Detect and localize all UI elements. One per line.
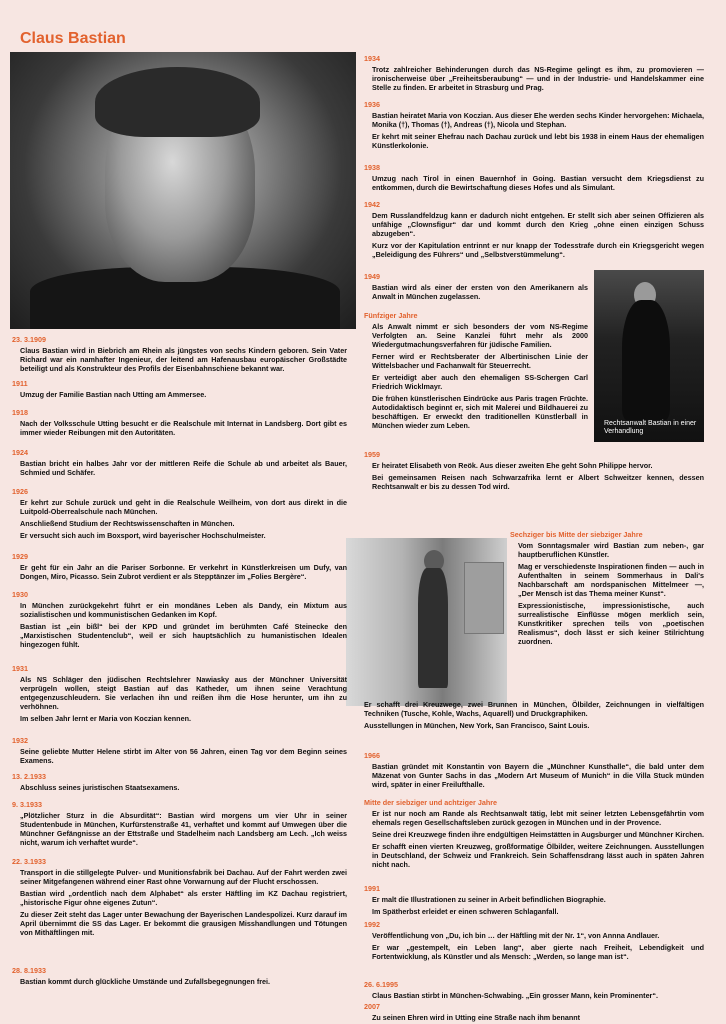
timeline-entry-continued: Er schafft drei Kreuzwege, zwei Brunnen in München, Ölbilder, Zeichnungen in vielfältigen Techniken (Tusche, Kohle, Wachs, Aquarell) und Druckgraphiken. Ausstellungen in München, New York, San Francisco, Saint Louis. [364, 700, 704, 730]
timeline-entry: 1918 Nach der Volksschule Utting besucht er die Realschule mit Internat in Landsberg. Dort gibt es immer wieder Reibungen mit den Autoritäten. [12, 408, 347, 437]
timeline-entry: 1924 Bastian bricht ein halbes Jahr vor der mittleren Reife die Schule ab und arbeitet als Bauer, Schmied und Schäfer. [12, 448, 347, 477]
timeline-entry: 1932 Seine geliebte Mutter Helene stirbt im Alter von 56 Jahren, einen Tag vor dem Beginn seines Examens. [12, 736, 347, 765]
timeline-entry: 22. 3.1933 Transport in die stillgelegte Pulver- und Munitionsfabrik bei Dachau. Auf der Fahrt werden zwei seiner Mitgefangenen während einer Rast ohne Vorwarnung auf der Flucht erschossen. Bastian wird „ordentlich nach dem Alphabet“ als erster Häftling im KZ Dachau registriert, „historische Figur ohne eigenes Zutun“. Zu dieser Zeit steht das Lager unter Bewachung der Bayerischen Landespolizei. Kurz darauf im April übernimmt die SS das Lager. Er bekommt die grausigen Misshandlungen und Tötungen von Mithäftlingen mit. [12, 857, 347, 937]
lawyer-photo [594, 270, 704, 442]
timeline-entry: 1966 Bastian gründet mit Konstantin von Bayern die „Münchner Kunsthalle“, die bald unter dem Mäzenat von Gunter Sachs in das „Modern Art Museum of Munich“ in die Villa Stuck münden wird, später in einer Freilufthalle. [364, 751, 704, 789]
timeline-entry: 1931 Als NS Schläger den jüdischen Rechtslehrer Nawiasky aus der Münchner Universität verprügeln wollen, steigt Bastian auf das Katheder, um ihnen seine Verachtung entgegenzuschleudern. Sie verlachen ihn und reißen ihm die Hose herunter, um ihn zu verhöhnen. Im selben Jahr lernt er Maria von Koczian kennen. [12, 664, 347, 723]
page-title: Claus Bastian [20, 30, 126, 47]
timeline-entry: 1936 Bastian heiratet Maria von Koczian. Aus dieser Ehe werden sechs Kinder hervorgehen: Michaela, Monika (†), Thomas (†), Andreas (†), Nicola und Stephan. Er kehrt mit seiner Ehefrau nach Dachau zurück und lebt bis 1938 in einem Haus der ehemaligen Künstlerkolonie. [364, 100, 704, 150]
timeline-entry: 1934 Trotz zahlreicher Behinderungen durch das NS-Regime gelingt es ihm, zu promovieren — ironischerweise über „Freiheitsberaubung“ — und in der Industrie- und Handelskammer eine Stelle zu finden. Er arbeitet in Strasburg und Prag. [364, 54, 704, 92]
timeline-entry: 1930 In München zurückgekehrt führt er ein mondänes Leben als Dandy, ein Mixtum aus sozialistischen und kommunistischen Gedanken im Kopf. Bastian ist „ein bißl“ bei der KPD und gründet im berühmten Café Steinecke den „Marxistischen Studentenclub“, weil er sich hauptsächlich zu humanistischen Idealen hingezogen fühlt. [12, 590, 347, 649]
timeline-entry: 1938 Umzug nach Tirol in einen Bauernhof in Going. Bastian versucht dem Kriegsdienst zu entkommen, durch die Bewirtschaftung dieses Hofes und als Simulant. [364, 163, 704, 192]
timeline-entry: 26. 6.1995 Claus Bastian stirbt in München-Schwabing. „Ein grosser Mann, kein Prominenter“. [364, 980, 658, 1000]
timeline-entry: Mitte der siebziger und achtziger Jahre Er ist nur noch am Rande als Rechtsanwalt tätig, lebt mit seiner letzten Lebensgefährtin vom ehemals regen Gesellschaftsleben zurück gezogen in München und in der Provence. Seine drei Kreuzwege finden ihre endgültigen Heimstätten in Augsburger und Münchner Kirchen. Er schafft einen vierten Kreuzweg, großformatige Ölbilder, weitere Zeichnungen. Ausstellungen in Deutschland, der Schweiz und Frankreich. Sein Schaffensdrang lässt auch in späten Jahren nicht nach. [364, 798, 704, 869]
timeline-entry: 1911 Umzug der Familie Bastian nach Utting am Ammersee. [12, 379, 207, 399]
portrait-photo [10, 52, 356, 329]
timeline-entry: Sechziger bis Mitte der siebziger Jahre Vom Sonntagsmaler wird Bastian zum neben-, gar hauptberuflichen Künstler. Mag er verschiedenste Inspirationen finden — auch in Aufenthalten in seinem Sommerhaus in Dali's Nachbarschaft am nordspanischen Mittelmeer —, „Der Mensch ist das Thema meiner Kunst“. Expressionistische, impressionistische, auch surrealistische Einflüsse mögen merklich sein, Kunstkritiker sprechen teils von „poetischen Realismus“, doch lässt er sich keiner Stilrichtung zuordnen. [510, 530, 704, 646]
timeline-entry: Fünfziger Jahre Als Anwalt nimmt er sich besonders der vom NS-Regime Verfolgten an. Seine Kanzlei führt mehr als 2000 Wiedergutmachungsverfahren für jüdische Familien. Ferner wird er Rechtsberater der Albertinischen Linie der Wittelsbacher und Fachanwalt für Steuerrecht. Er verteidigt aber auch den ehemaligen SS-Schergen Carl Friedrich Wicklmayr. Die frühen künstlerischen Eindrücke aus Paris tragen Früchte. Autodidaktisch beginnt er, sich mit Malerei und Bildhauerei zu beschäftigen. Er erweckt den traditionellen Künstlerball in München wieder zum Leben. [364, 311, 588, 430]
timeline-entry: 28. 8.1933 Bastian kommt durch glückliche Umstände und Zufallsbegegnungen frei. [12, 966, 271, 986]
studio-photo [346, 538, 507, 706]
timeline-entry: 1926 Er kehrt zur Schule zurück und geht in die Realschule Weilheim, von dort aus direkt in die Luitpold-Oberrealschule nach München. Anschließend Studium der Rechtswissenschaften in München. Er versucht sich auch im Boxsport, wird bayerischer Hochschulmeister. [12, 487, 347, 540]
timeline-entry: 1929 Er geht für ein Jahr an die Pariser Sorbonne. Er verkehrt in Künstlerkreisen um Dufy, van Dongen, Miro, Picasso. Sein Zubrot verdient er als Stepptänzer im „Folies Bergère“. [12, 552, 347, 581]
timeline-entry: 1991 Er malt die Illustrationen zu seiner in Arbeit befindlichen Biographie. Im Spätherbst erleidet er einen schweren Schlaganfall. [364, 884, 606, 916]
timeline-entry: 1959 Er heiratet Elisabeth von Reök. Aus dieser zweiten Ehe geht Sohn Philippe hervor. Bei gemeinsamen Reisen nach Schwarzafrika lernt er Albert Schweitzer kennen, dessen Rechtsanwalt er bis zu dessen Tod wird. [364, 450, 704, 491]
timeline-entry: 1949 Bastian wird als einer der ersten von den Amerikanern als Anwalt in München zugelassen. [364, 272, 588, 301]
timeline-entry: 9. 3.1933 „Plötzlicher Sturz in die Absurdität“: Bastian wird morgens um vier Uhr in seiner Studentenbude in München, Kurfürstenstraße 41, verhaftet und kommt auf Umwegen über die Münchner Gefängnisse an der Ettstraße und Stadelheim nach Landsberg am Lech. „Ich weiss nicht, warum ich verhaftet wurde“. [12, 800, 347, 847]
timeline-entry: 1942 Dem Russlandfeldzug kann er dadurch nicht entgehen. Er stellt sich aber seinen Offizieren als unfähige „Clownsfigur“ dar und kommt durch den Krieg „ohne einen einzigen Schuss abzugeben“. Kurz vor der Kapitulation entrinnt er nur knapp der Todesstrafe durch ein Kriegsgericht wegen „Beleidigung des Führers“ und „Selbstverstümmelung“. [364, 200, 704, 259]
timeline-entry: 23. 3.1909 Claus Bastian wird in Biebrich am Rhein als jüngstes von sechs Kindern geboren. Sein Vater Richard war ein namhafter Ingenieur, der leitend am Hafenausbau europäischer Großstädte beteiligt und als Konstrukteur des Profils der Eisenbahnschiene bekannt war. [12, 335, 347, 373]
photo-caption: Rechtsanwalt Bastian in einer Verhandlung [604, 420, 697, 435]
timeline-entry: 2007 Zu seinen Ehren wird in Utting eine Straße nach ihm benannt [364, 1002, 581, 1022]
timeline-entry: 13. 2.1933 Abschluss seines juristischen Staatsexamens. [12, 772, 180, 792]
timeline-entry: 1992 Veröffentlichung von „Du, ich bin … der Häftling mit der Nr. 1“, von Annna Andlauer. Er war „gestempelt, ein Leben lang“, aber gierte nach Freiheit, Lebendigkeit und Fortentwicklung, als Künstler und als Mensch: „Werden, so lange man ist“. [364, 920, 704, 961]
